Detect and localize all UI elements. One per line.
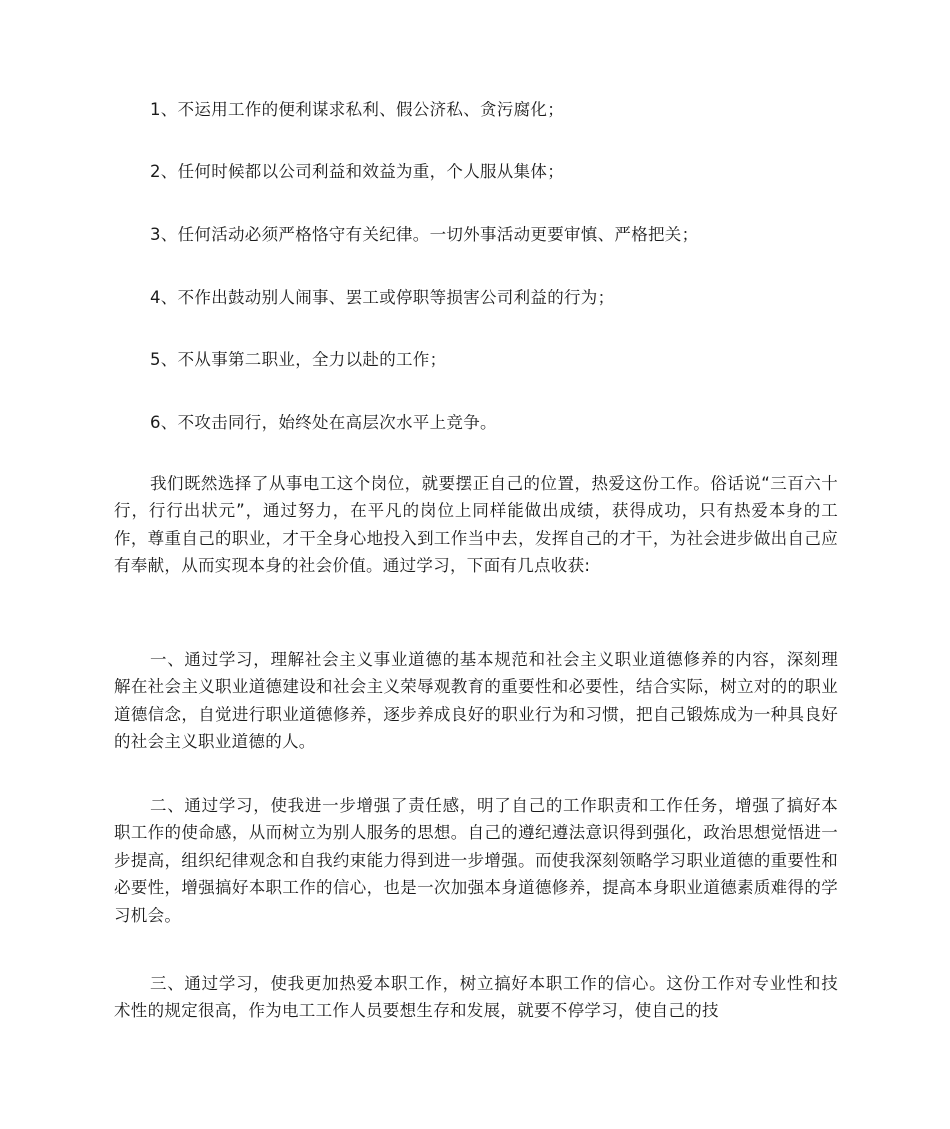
list-item-1: 1、不运用工作的便利谋求私利、假公济私、贪污腐化； [150,100,564,119]
paragraph-one: 一、通过学习，理解社会主义事业道德的基本规范和社会主义职业道德修养的内容，深刻理解在社会主义职业道德建设和社会主义荣辱观教育的重要性和必要性，结合实际，树立对的的职业道德信念，自觉进行职业道德修养，逐步养成良好的职业行为和习惯，把自己锻炼成为一种具良好的社会主义职业道德的人。 [114,650,838,752]
list-item-5: 5、不从事第二职业，全力以赴的工作； [150,350,447,369]
intro-paragraph: 我们既然选择了从事电工这个岗位，就要摆正自己的位置，热爱这份工作。俗话说“三百六十行，行行出状元”，通过努力，在平凡的岗位上同样能做出成绩，获得成功，只有热爱本身的工作，尊重自己的职业，才干全身心地投入到工作当中去，发挥自己的才干，为社会进步做出自己应有奉献，从而实现本身的社会价值。通过学习，下面有几点收获: [114,474,838,576]
paragraph-three: 三、通过学习，使我更加热爱本职工作，树立搞好本职工作的信心。这份工作对专业性和技术性的规定很高，作为电工工作人员要想生存和发展，就要不停学习，使自己的技 [114,974,838,1021]
paragraph-two: 二、通过学习，使我进一步增强了责任感，明了自己的工作职责和工作任务，增强了搞好本职工作的使命感，从而树立为别人服务的思想。自己的遵纪遵法意识得到强化，政治思想觉悟进一步提高，组织纪律观念和自我约束能力得到进一步增强。而使我深刻领略学习职业道德的重要性和必要性，增强搞好本职工作的信心，也是一次加强本身道德修养，提高本身职业道德素质难得的学习机会。 [114,796,838,925]
list-item-2: 2、任何时候都以公司利益和效益为重，个人服从集体； [150,162,564,181]
list-item-4: 4、不作出鼓动别人闹事、罢工或停职等损害公司利益的行为； [150,288,615,307]
list-item-6: 6、不攻击同行，始终处在高层次水平上竞争。 [150,413,497,432]
list-item-3: 3、任何活动必须严格恪守有关纪律。一切外事活动更要审慎、严格把关； [150,225,699,244]
